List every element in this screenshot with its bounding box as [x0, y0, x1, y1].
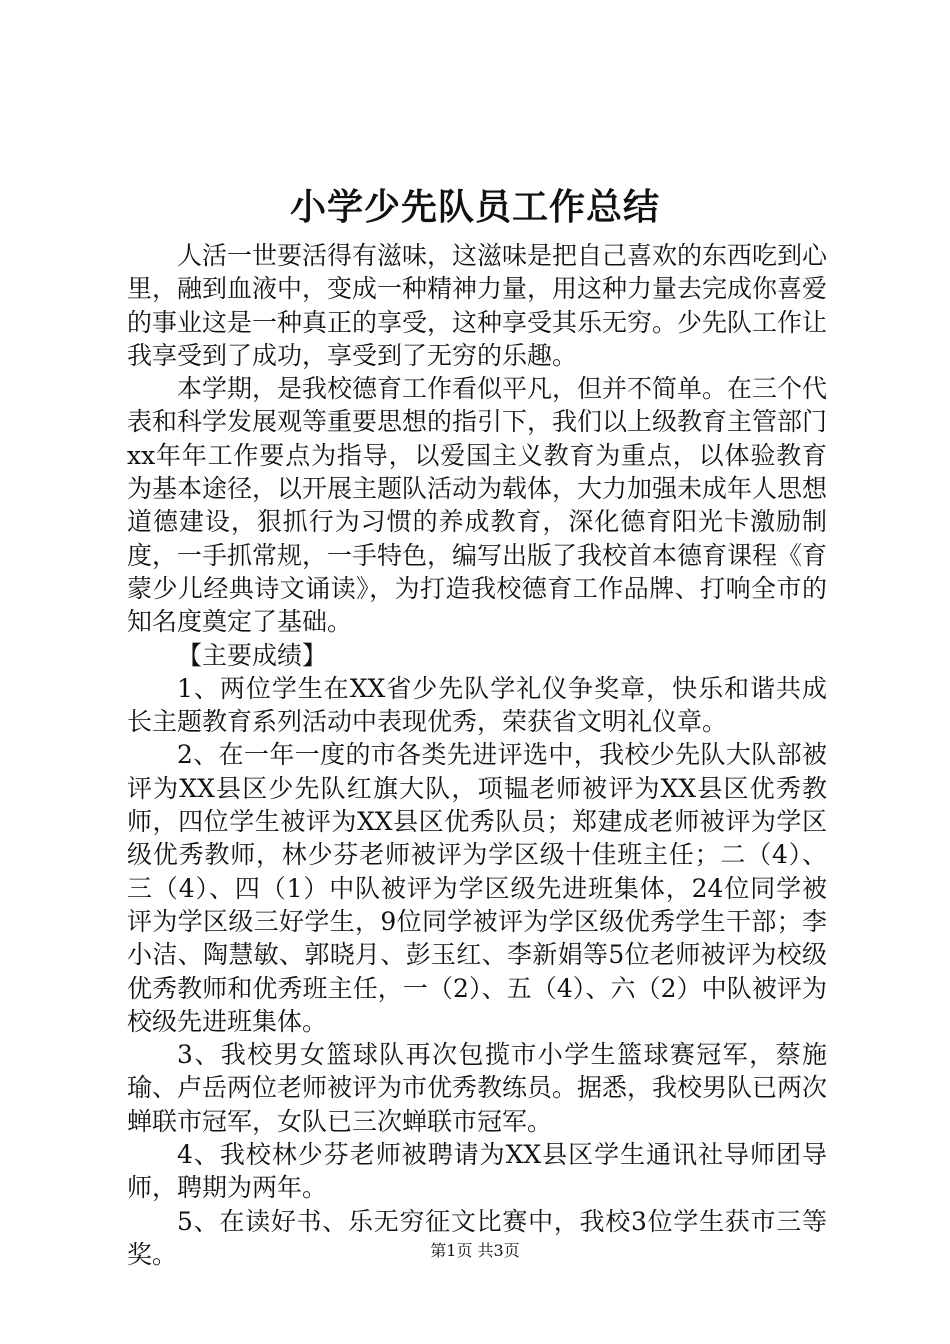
- semester-paragraph: 本学期，是我校德育工作看似平凡，但并不简单。在三个代表和科学发展观等重要思想的指引下，我们以上级教育主管部门xx年年工作要点为指导，以爱国主义教育为重点，以体验教育为基本途径，以开展主题队活动为载体，大力加强未成年人思想道德建设，狠抓行为习惯的养成教育，深化德育阳光卡激励制度，一手抓常规，一手特色，编写出版了我校首本德育课程《育蒙少儿经典诗文诵读》，为打造我校德育工作品牌、打响全市的知名度奠定了基础。: [127, 374, 828, 637]
- document-body: [127, 239, 827, 1271]
- intro-paragraph: 人活一世要活得有滋味，这滋味是把自己喜欢的东西吃到心里，融到血液中，变成一种精神力量，用这种力量去完成你喜爱的事业这是一种真正的享受，这种享受其乐无穷。少先队工作让我享受到了成功，享受到了无穷的乐趣。: [127, 241, 828, 370]
- achievement-item: 4、我校林少芬老师被聘请为XX县区学生通讯社导师团导师，聘期为两年。: [127, 1140, 827, 1203]
- page-footer: 第1页 共3页: [430, 1241, 520, 1260]
- document-title: 小学少先队员工作总结: [289, 186, 660, 228]
- achievement-item: 2、在一年一度的市各类先进评选中，我校少先队大队部被评为XX县区少先队红旗大队，项韫老师被评为XX县区优秀教师，四位学生被评为XX县区优秀队员；郑建成老师被评为学区级优秀教师，林少芬老师被评为学区级十佳班主任；二（4）、三（4）、四（1）中队被评为学区级先进班集体，24位同学被评为学区级三好学生，9位同学被评为学区级优秀学生干部；李小洁、陶慧敏、郭晓月、彭玉红、李新娟等5位老师被评为校级优秀教师和优秀班主任，一（2）、五（4）、六（2）中队被评为校级先进班集体。: [127, 740, 827, 1036]
- achievement-item: 1、两位学生在XX省少先队学礼仪争奖章，快乐和谐共成长主题教育系列活动中表现优秀，荣获省文明礼仪章。: [127, 673, 827, 737]
- achievement-item: 3、我校男女篮球队再次包揽市小学生篮球赛冠军，蔡施瑜、卢岳两位老师被评为市优秀教练员。据悉，我校男队已两次蝉联市冠军，女队已三次蝉联市冠军。: [127, 1040, 828, 1136]
- achievement-item: 5、在读好书、乐无穷征文比赛中，我校3位学生获市三等奖。: [127, 1206, 827, 1269]
- section-heading: 【主要成绩】: [177, 640, 328, 670]
